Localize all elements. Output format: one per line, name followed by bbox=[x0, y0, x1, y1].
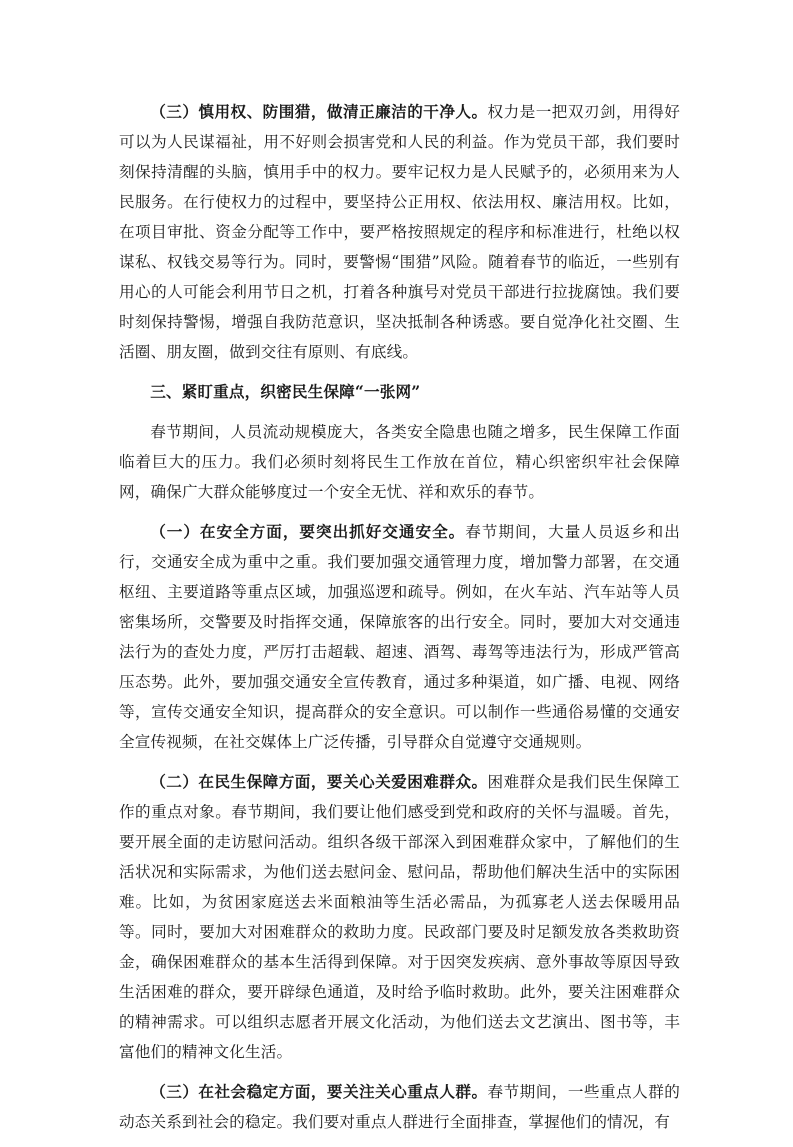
paragraph-body: 困难群众是我们民生保障工作的重点对象。春节期间，我们要让他们感受到党和政府的关怀与温暖。首先，要开展全面的走访慰问活动。组织各级干部深入到困难群众家中，了解他们的生活状况和实际需求，为他们送去慰问金、慰问品，帮助他们解决生活中的实际困难。比如，为贫困家庭送去米面粮油等生活必需品，为孤寡老人送去保暖用品等。同时，要加大对困难群众的救助力度。民政部门要及时足额发放各类救助资金，确保困难群众的基本生活得到保障。对于因突发疾病、意外事故等原因导致生活困难的群众，要开辟绿色通道，及时给予临时救助。此外，要关注困难群众的精神需求。可以组织志愿者开展文化活动，为他们送去文艺演出、图书等，丰富他们的精神文化生活。 bbox=[119, 773, 680, 1061]
section-heading: 三、紧盯重点，织密民生保障“一张网” bbox=[150, 382, 421, 401]
paragraph-traffic-safety bbox=[119, 517, 680, 757]
paragraph-lead: （三）慎用权、防围猎，做清正廉洁的干净人。 bbox=[150, 102, 488, 121]
paragraph-lead: （二）在民生保障方面，要关心关爱困难群众。 bbox=[150, 772, 488, 791]
paragraph-lead: （一）在安全方面，要突出抓好交通安全。 bbox=[150, 522, 466, 541]
paragraph-body: 春节期间，一些重点人群的动态关系到社会的稳定。我们要对重点人群进行全面排查，掌握他们的情况，有 bbox=[119, 1083, 680, 1131]
paragraph-social-stability bbox=[119, 1077, 680, 1137]
paragraph-section-intro bbox=[119, 417, 680, 507]
paragraph-restraint-power bbox=[119, 97, 680, 367]
document-page bbox=[119, 97, 680, 1147]
paragraph-body: 春节期间，大量人员返乡和出行，交通安全成为重中之重。我们要加强交通管理力度，增加警力部署，在交通枢纽、主要道路等重点区域，加强巡逻和疏导。例如，在火车站、汽车站等人员密集场所，交警要及时指挥交通，保障旅客的出行安全。同时，要加大对交通违法行为的查处力度，严厉打击超载、超速、酒驾、毒驾等违法行为，形成严管高压态势。此外，要加强交通安全宣传教育，通过多种渠道，如广播、电视、网络等，宣传交通安全知识，提高群众的安全意识。可以制作一些通俗易懂的交通安全宣传视频，在社交媒体上广泛传播，引导群众自觉遵守交通规则。 bbox=[119, 523, 680, 751]
paragraph-needy-groups bbox=[119, 767, 680, 1067]
paragraph-body: 权力是一把双刃剑，用得好可以为人民谋福祉，用不好则会损害党和人民的利益。作为党员干部，我们要时刻保持清醒的头脑，慎用手中的权力。要牢记权力是人民赋予的，必须用来为人民服务。在行使权力的过程中，要坚持公正用权、依法用权、廉洁用权。比如，在项目审批、资金分配等工作中，要严格按照规定的程序和标准进行，杜绝以权谋私、权钱交易等行为。同时，要警惕“围猎”风险。随着春节的临近，一些别有用心的人可能会利用节日之机，打着各种旗号对党员干部进行拉拢腐蚀。我们要时刻保持警惕，增强自我防范意识，坚决抵制各种诱惑。要自觉净化社交圈、生活圈、朋友圈，做到交往有原则、有底线。 bbox=[119, 103, 680, 361]
paragraph-lead: （三）在社会稳定方面，要关注关心重点人群。 bbox=[150, 1082, 488, 1101]
paragraph-body: 春节期间，人员流动规模庞大，各类安全隐患也随之增多，民生保障工作面临着巨大的压力。我们必须时刻将民生工作放在首位，精心织密织牢社会保障网，确保广大群众能够度过一个安全无忧、祥和欢乐的春节。 bbox=[119, 423, 680, 501]
